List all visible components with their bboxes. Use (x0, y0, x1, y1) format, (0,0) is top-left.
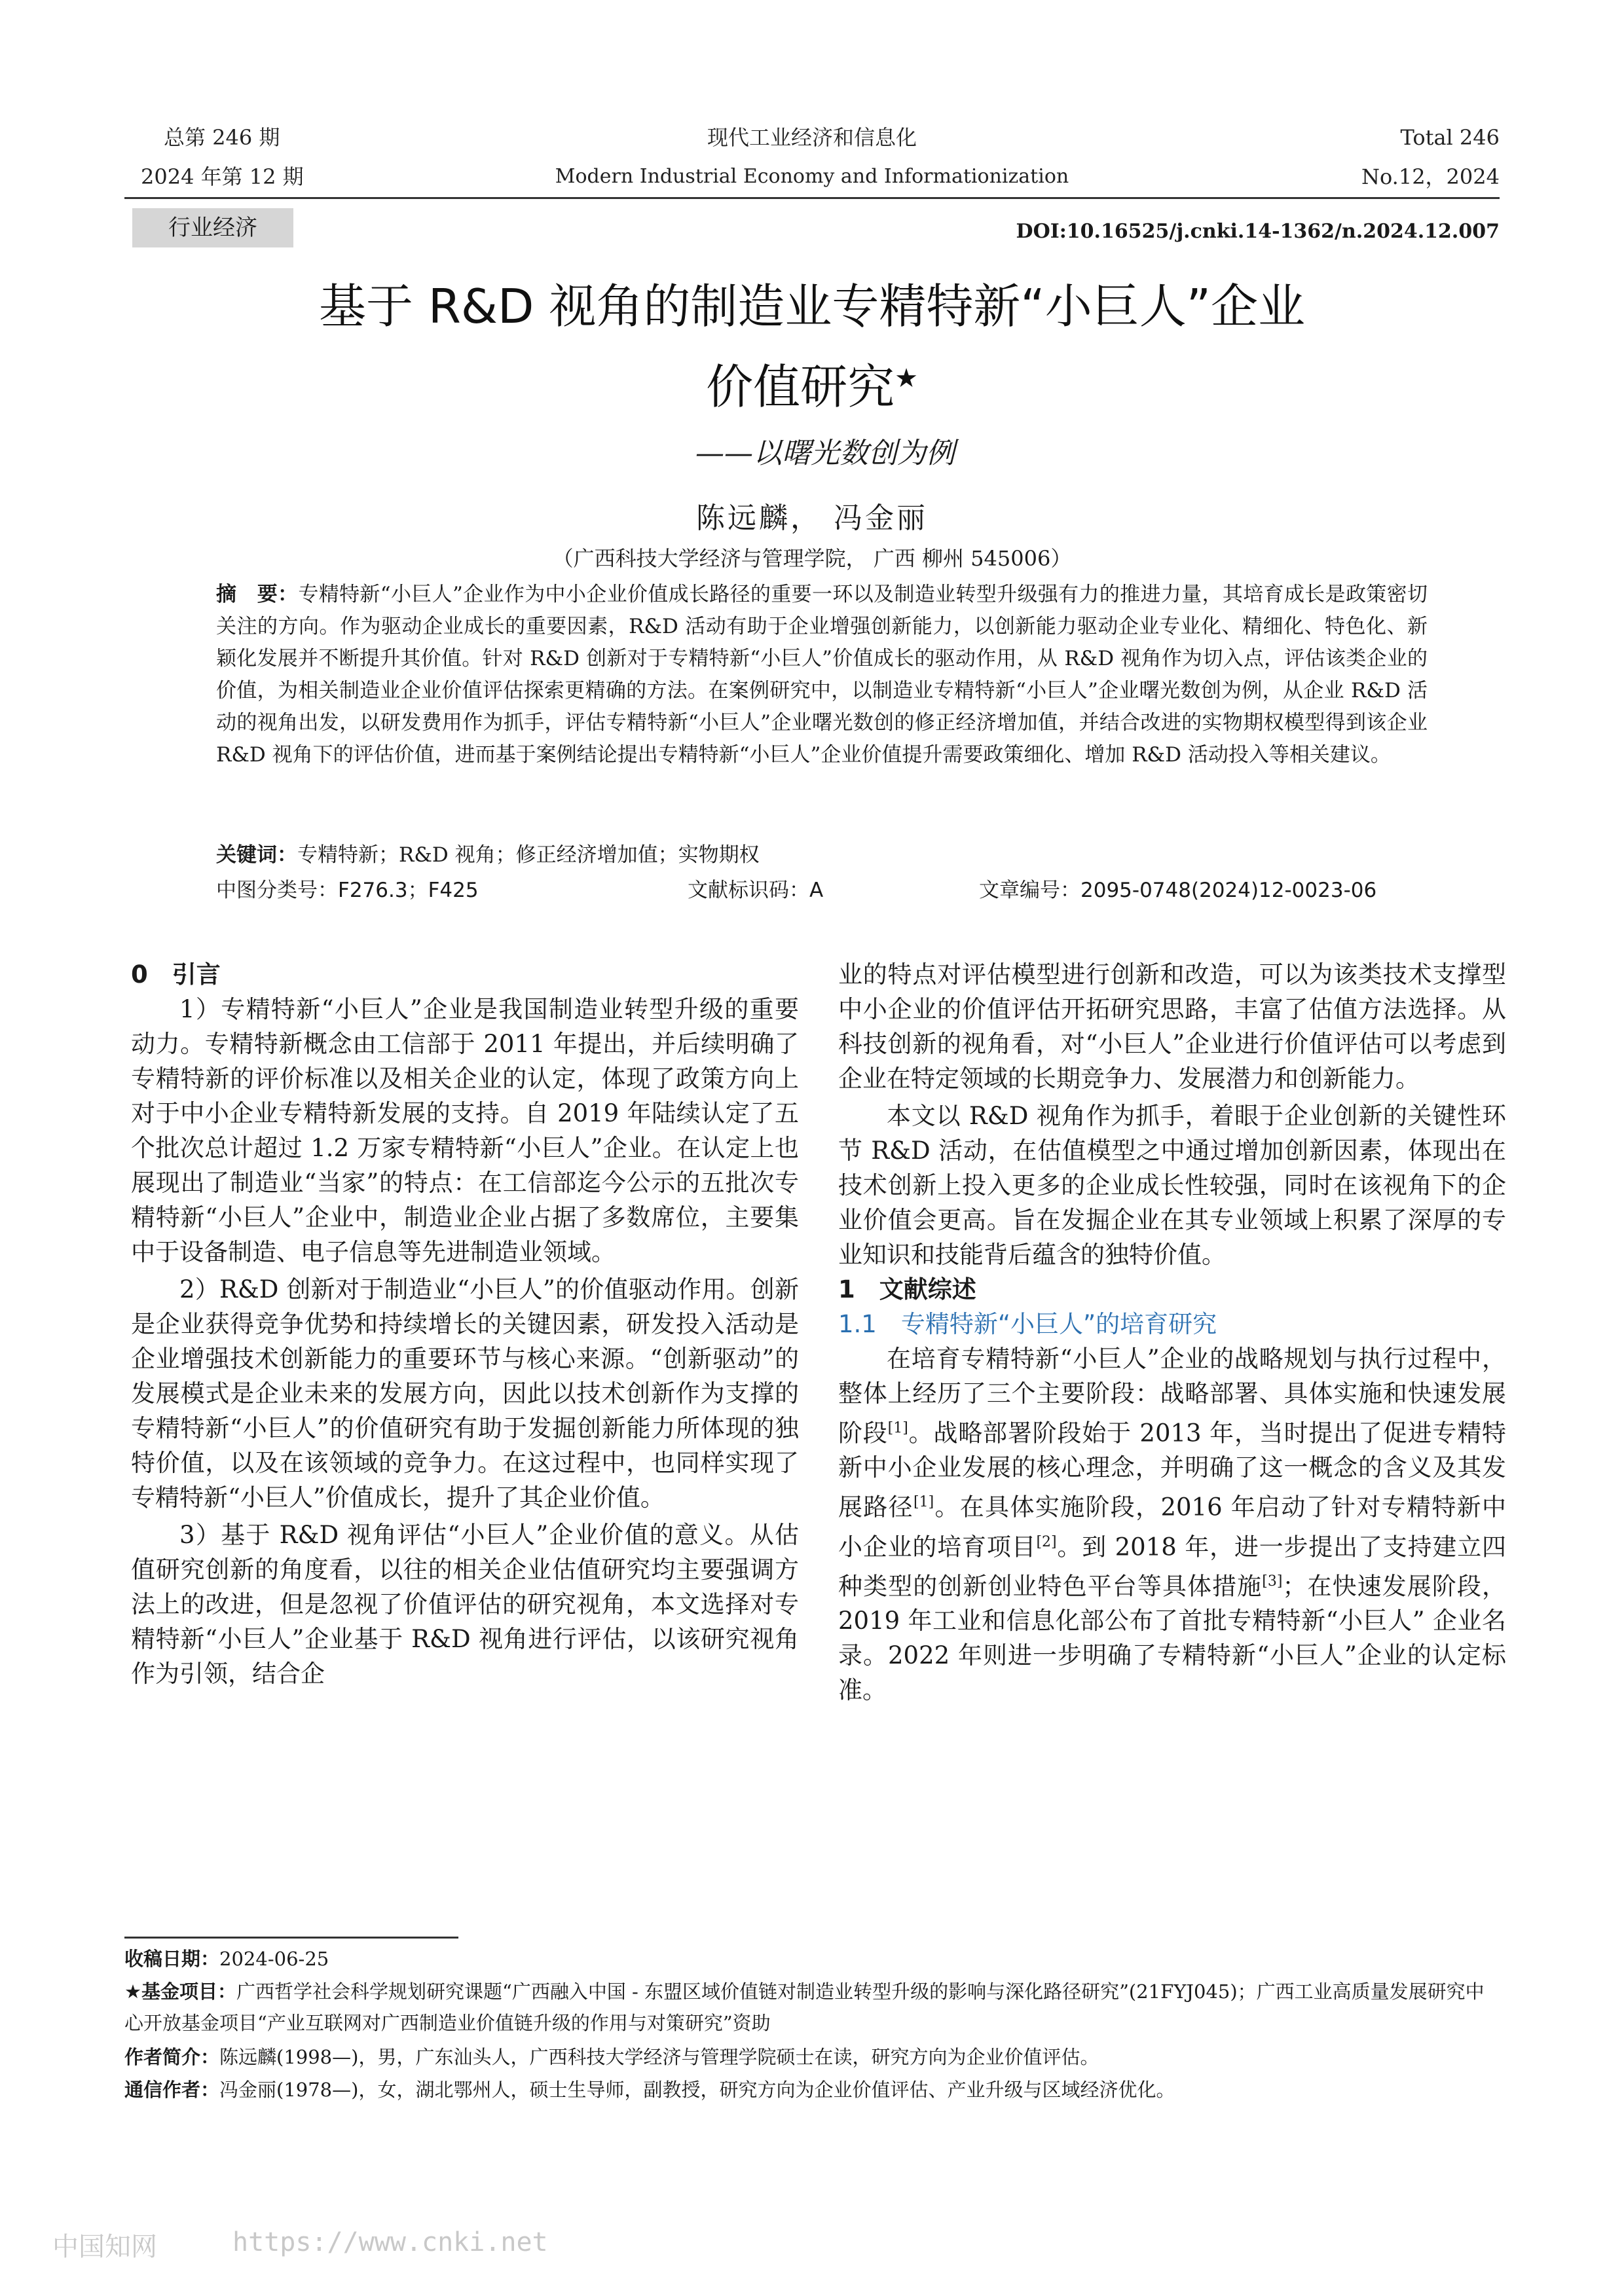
citation-ref[interactable]: [2] (1036, 1533, 1057, 1550)
article-title-line2-text: 价值研究 (706, 359, 895, 414)
article-no-value: 2095-0748(2024)12-0023-06 (1080, 879, 1377, 902)
footnote-fund (124, 1976, 1500, 2039)
footnote-rule (124, 1937, 458, 1939)
affiliation: （广西科技大学经济与管理学院， 广西 柳州 545006） (552, 546, 1072, 571)
fund-text: 广西哲学社会科学规划研究课题“广西融入中国 - 东盟区域价值链对制造业转型升级的影响与深化路径研究”(21FYJ045)；广西工业高质量发展研究中心开放基金项目“产业互联网对广西制造业价值链升级的作用与对策研究”资助 (124, 1980, 1485, 2034)
received-label: 收稿日期： (124, 1948, 220, 1970)
section-heading-intro: 0 引言 (131, 960, 221, 989)
citation-ref[interactable]: [1] (887, 1420, 908, 1436)
text-span: 在培育专精特新“小巨人”企业的战略规划与执行过程中，整体上经历了三个主要阶段：战略部署、具体实施和快速发展阶段 (838, 1345, 1506, 1448)
footnote-received (124, 1943, 1500, 1975)
received-date: 2024-06-25 (219, 1948, 329, 1970)
journal-title-en: Modern Industrial Economy and Informationization (555, 165, 1069, 188)
cnki-watermark-url[interactable]: https://www.cnki.net (232, 2227, 548, 2257)
authors: 陈远麟， 冯金丽 (696, 501, 928, 535)
doc-code-value: A (809, 879, 824, 902)
doc-code-label: 文献标识码： (688, 879, 809, 902)
journal-title-cn: 现代工业经济和信息化 (707, 125, 917, 150)
text-span: ；在快速发展阶段，2019 年工业和信息化部公布了首批专精特新“小巨人” 企业名录。2022 年则进一步明确了专精特新“小巨人”企业的认定标准。 (838, 1572, 1507, 1705)
text-span: 。在具体实施阶段，2016 年启动了针对专精特新中小企业的培育项目 (838, 1493, 1506, 1561)
abstract (216, 579, 1428, 771)
body-paragraph: 本文以 R&D 视角作为抓手，着眼于企业创新的关键性环节 R&D 活动，在估值模型之中通过增加创新因素，体现出在技术创新上投入更多的企业成长性较强，同时在该视角下的企业价值会更高。旨在发掘企业在其专业领域上积累了深厚的专业知识和技能背后蕴含的独特价值。 (838, 1102, 1506, 1269)
corresponding-label: 通信作者： (124, 2079, 220, 2101)
article-title-line2 (0, 347, 1624, 418)
article-no-label: 文章编号： (979, 879, 1080, 902)
issue-date-cn: 2024 年第 12 期 (141, 164, 304, 189)
body-left-column (131, 957, 799, 1691)
abstract-text: 专精特新“小巨人”企业作为中小企业价值成长路径的重要一环以及制造业转型升级强有力的推进力量，其培育成长是政策密切关注的方向。作为驱动企业成长的重要因素，R&D 活动有助于企业增强创新能力，以创新能力驱动企业专业化、精细化、特色化、新颖化发展并不断提升其价值。针对 R&D 创新对于专精特新“小巨人”价值成长的驱动作用，从 R&D 视角作为切入点，评估该类企业的价值，为相关制造业企业价值评估探索更精确的方法。在案例研究中，以制造业专精特新“小巨人”企业曙光数创为例，从企业 R&D 活动的视角出发，以研发费用作为抓手，评估专精特新“小巨人”企业曙光数创的修正经济增加值，并结合改进的实物期权模型得到该企业 R&D 视角下的评估价值，进而基于案例结论提出专精特新“小巨人”企业价值提升需要政策细化、增加 R&D 活动投入等相关建议。 (216, 583, 1428, 767)
citation-ref[interactable]: [1] (913, 1494, 934, 1511)
issue-no-en: No.12，2024 (1361, 164, 1500, 189)
body-paragraph: 业的特点对评估模型进行创新和改造，可以为该类技术支撑型中小企业的价值评估开拓研究思路，丰富了估值方法选择。从科技创新的视角看，对“小巨人”企业进行价值评估可以考虑到企业在特定领域的长期竞争力、发展潜力和创新能力。 (838, 960, 1506, 1093)
corresponding-text: 冯金丽(1978—)，女，湖北鄂州人，硕士生导师，副教授，研究方向为企业价值评估、产业升级与区域经济优化。 (219, 2079, 1175, 2101)
article-subtitle: ——以曙光数创为例 (695, 437, 955, 470)
text-span: 。到 2018 年，进一步提出了支持建立四种类型的创新创业特色平台等具体措施 (838, 1532, 1507, 1601)
body-paragraph: 2）R&D 创新对于制造业“小巨人”的价值驱动作用。创新是企业获得竞争优势和持续增长的关键因素，研发投入活动是企业增强技术创新能力的重要环节与核心来源。“创新驱动”的发展模式是企业未来的发展方向，因此以技术创新作为支撑的专精特新“小巨人”的价值研究有助于发掘创新能力所体现的独特价值，以及在该领域的竞争力。在这过程中，也同样实现了专精特新“小巨人”价值成长，提升了其企业价值。 (131, 1275, 799, 1512)
footnote-author (124, 2041, 1500, 2073)
section-tag: 行业经济 (132, 208, 293, 247)
footnote-corresponding (124, 2074, 1500, 2105)
clc-label: 中图分类号： (216, 879, 338, 902)
keywords (216, 839, 1428, 871)
doi: DOI:10.16525/j.cnki.14-1362/n.2024.12.007 (1016, 220, 1500, 243)
section-heading-literature: 1 文献综述 (838, 1275, 976, 1303)
citation-ref[interactable]: [3] (1262, 1573, 1283, 1590)
text-span: 。战略部署阶段始于 2013 年，当时提出了促进专精特新中小企业发展的核心理念，并明确了这一概念的含义及其发展路径 (838, 1419, 1507, 1522)
fund-star: ★ (895, 363, 918, 393)
header-rule (124, 197, 1500, 199)
body-paragraph (838, 1341, 1506, 1707)
issue-total-en: Total 246 (1400, 125, 1500, 150)
fund-label: ★基金项目： (124, 1980, 236, 2003)
article-number (979, 873, 1376, 903)
issue-total-cn: 总第 246 期 (164, 125, 280, 150)
subsection-heading-cultivation: 1.1 专精特新“小巨人”的培育研究 (838, 1310, 1217, 1338)
author-bio-text: 陈远麟(1998—)，男，广东汕头人，广西科技大学经济与管理学院硕士在读，研究方向为企业价值评估。 (219, 2046, 1099, 2068)
body-paragraph: 1）专精特新“小巨人”企业是我国制造业转型升级的重要动力。专精特新概念由工信部于 2011 年提出，并后续明确了专精特新的评价标准以及相关企业的认定，体现了政策方向上对于中小企业专精特新发展的支持。自 2019 年陆续认定了五个批次总计超过 1.2 万家专精特新“小巨人”企业。在认定上也展现出了制造业“当家”的特点：在工信部迄今公示的五批次专精特新“小巨人”企业中，制造业企业占据了多数席位，主要集中于设备制造、电子信息等先进制造业领域。 (131, 995, 799, 1266)
article-title-line1: 基于 R&D 视角的制造业专精特新“小巨人”企业 (319, 279, 1305, 334)
author-bio-label: 作者简介： (124, 2046, 220, 2068)
keywords-label: 关键词： (216, 843, 297, 867)
body-right-column (838, 957, 1506, 1707)
cnki-watermark-logo: 中国知网 (52, 2232, 157, 2262)
clc-value: F276.3；F425 (338, 879, 479, 902)
document-code (688, 873, 823, 903)
body-paragraph: 3）基于 R&D 视角评估“小巨人”企业价值的意义。从估值研究创新的角度看，以往的相关企业估值研究均主要强调方法上的改进，但是忽视了价值评估的研究视角，本文选择对专精特新“小巨人”企业基于 R&D 视角进行评估，以该研究视角作为引领，结合企 (131, 1521, 799, 1688)
clc-number (216, 873, 479, 903)
abstract-label: 摘 要： (216, 583, 299, 606)
keywords-text: 专精特新；R&D 视角；修正经济增加值；实物期权 (297, 843, 760, 867)
